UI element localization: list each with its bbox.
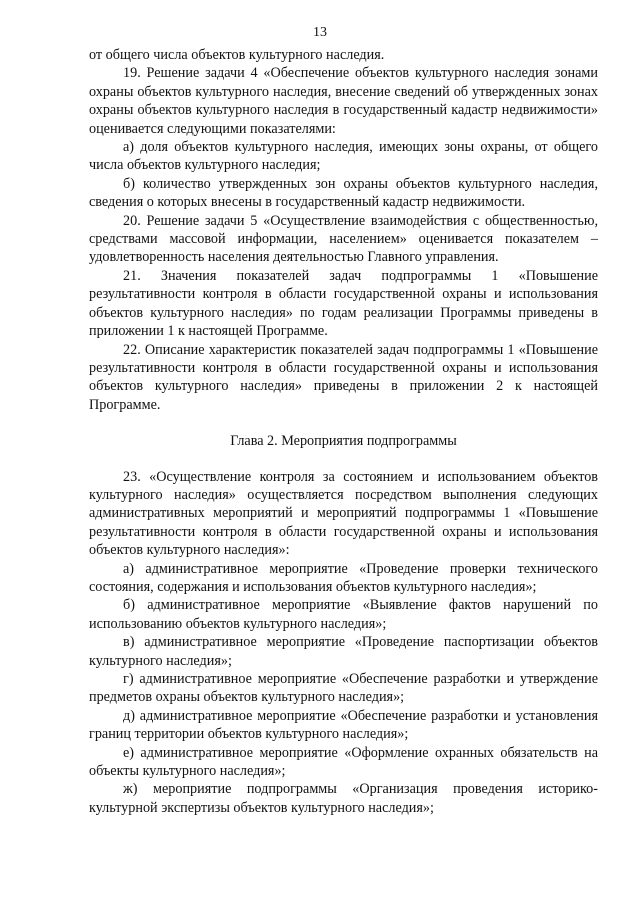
- paragraph-23-d: д) административное мероприятие «Обеспечение разработки и установления границ территории объектов культурного наследия»;: [89, 707, 598, 743]
- document-body: [89, 46, 598, 817]
- paragraph-23: 23. «Осуществление контроля за состоянием и использованием объектов культурного наследия» осуществляется посредством выполнения следующих административных мероприятий и мероприятий подпрограммы 1 «Повышение результативности контроля в области государственной охраны и использования объектов культурного наследия»:: [89, 468, 598, 559]
- paragraph-23-v: в) административное мероприятие «Проведение паспортизации объектов культурного наследия»;: [89, 634, 598, 669]
- paragraph-23-zh: ж) мероприятие подпрограммы «Организация проведения историко-культурной экспертизы объектов культурного наследия»;: [89, 781, 598, 816]
- chapter-title: Глава 2. Мероприятия подпрограммы: [230, 433, 457, 450]
- paragraph-19-b: б) количество утвержденных зон охраны объектов культурного наследия, сведения о которых внесены в государственный кадастр недвижимости.: [89, 175, 598, 211]
- paragraph-23-g: г) административное мероприятие «Обеспечение разработки и утверждение предметов охраны объектов культурного наследия»;: [89, 671, 598, 706]
- paragraph-23-b: б) административное мероприятие «Выявление фактов нарушений по использованию объектов культурного наследия»;: [89, 597, 598, 632]
- paragraph-21: 21. Значения показателей задач подпрограммы 1 «Повышение результативности контроля в области государственной охраны и использования объектов культурного наследия» по годам реализации Программы приведены в приложении 1 к настоящей Программе.: [89, 267, 598, 340]
- paragraph-22: 22. Описание характеристик показателей задач подпрограммы 1 «Повышение результативности контроля в области государственной охраны и использования объектов культурного наследия» приведены в приложении 2 к настоящей Программе.: [89, 341, 598, 413]
- page-number: 13: [313, 25, 327, 40]
- paragraph-23-e: е) административное мероприятие «Оформление охранных обязательств на объекты культурного наследия»;: [89, 744, 598, 780]
- paragraph-20: 20. Решение задачи 5 «Осуществление взаимодействия с общественностью, средствами массовой информации, населением» оценивается показателем – удовлетворенность населения деятельностью Главного управления.: [89, 212, 598, 266]
- paragraph-19: 19. Решение задачи 4 «Обеспечение объектов культурного наследия зонами охраны объектов культурного наследия, внесение сведений об утвержденных зонах охраны объектов культурного наследия в государственный кадастр недвижимости» оценивается следующими показателями:: [89, 65, 598, 137]
- paragraph-19-a: а) доля объектов культурного наследия, имеющих зоны охраны, от общего числа объектов культурного наследия;: [89, 139, 598, 174]
- paragraph-continuation: от общего числа объектов культурного наследия.: [89, 47, 385, 63]
- paragraph-23-a: а) административное мероприятие «Проведение проверки технического состояния, содержания и использования объектов культурного наследия»;: [89, 560, 598, 595]
